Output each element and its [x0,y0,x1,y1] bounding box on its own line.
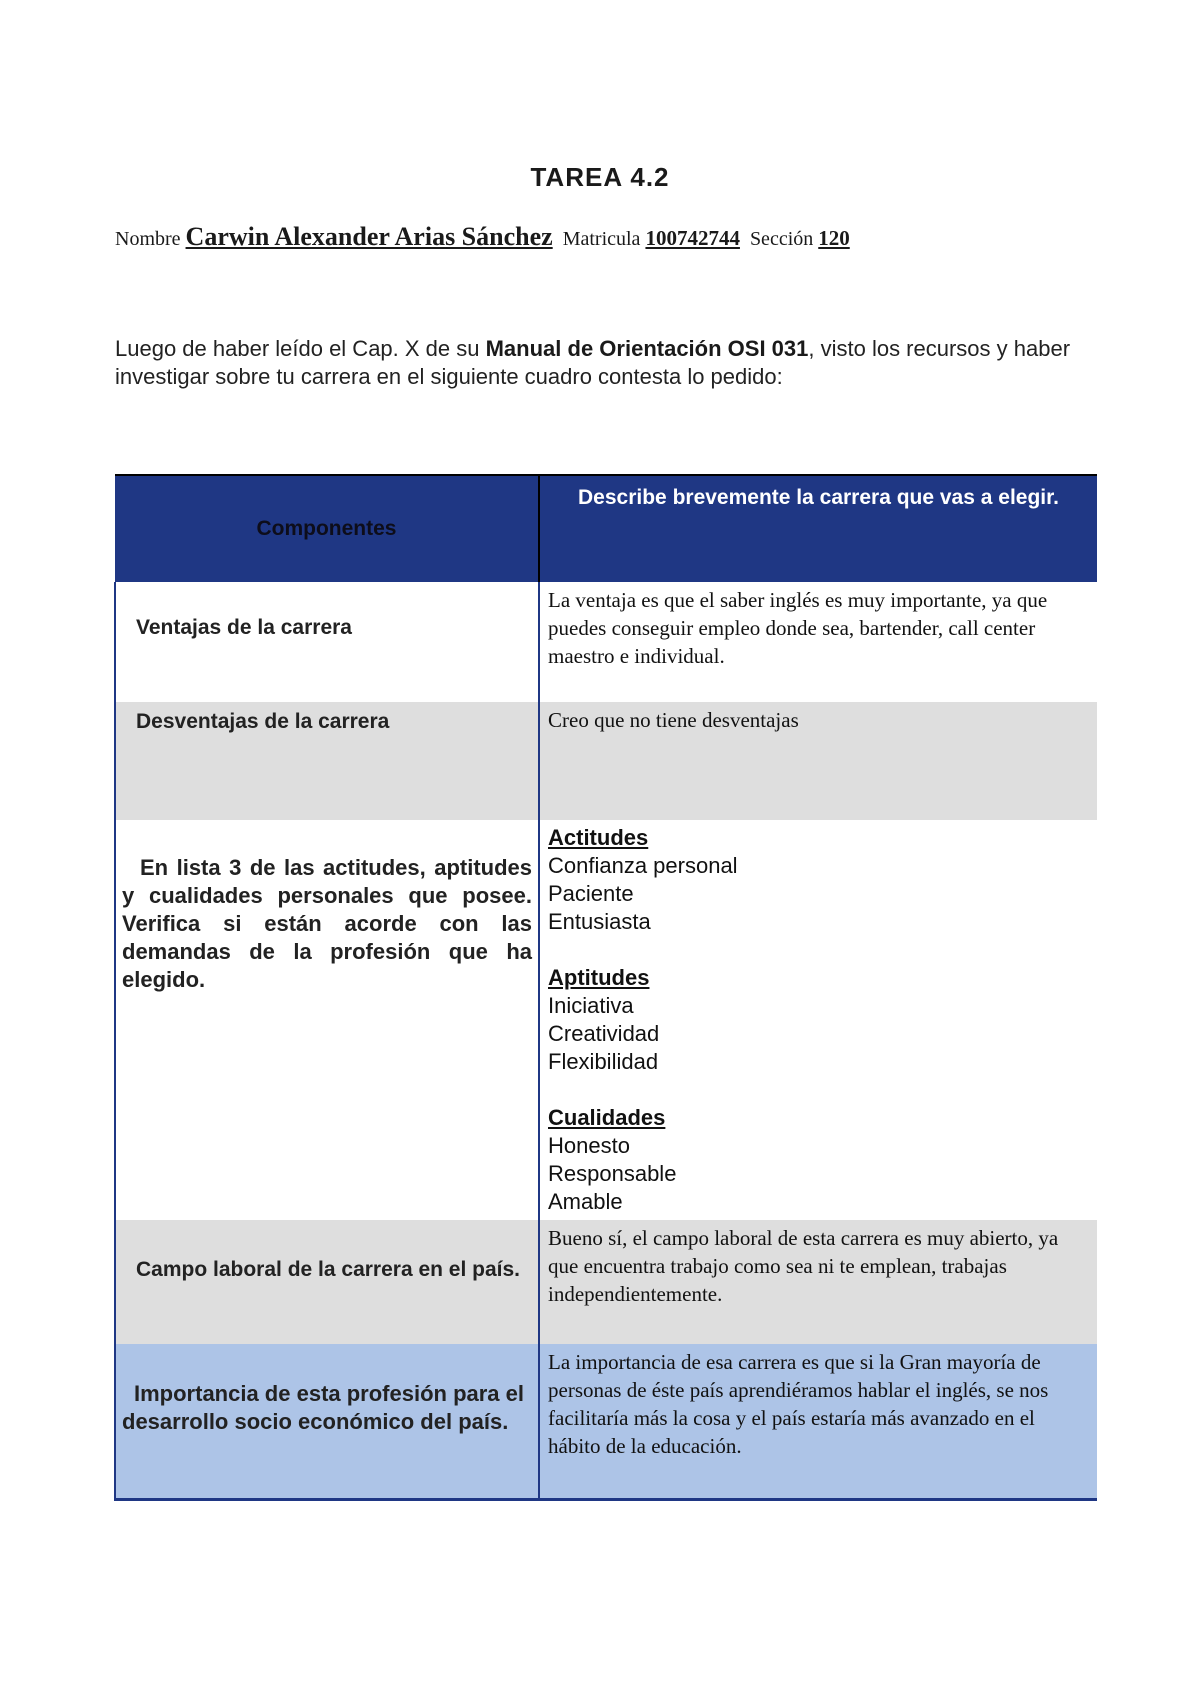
row-label-cell [115,820,539,1220]
seccion-value: 120 [818,226,850,250]
row-label: En lista 3 de las actitudes, aptitudes y cualidades personales que posee. Verifica si están acorde con las demandas de la profesión que ha elegido. [122,855,532,992]
row-text: La importancia de esa carrera es que si la Gran mayoría de personas de éste país aprendiéramos hablar el inglés, se nos facilitaría más la cosa y el país estaría más avanzado en el hábito de la educación. [548,1350,1049,1458]
list-item: Confianza personal [548,853,738,878]
row-label: Desventajas de la carrera [136,710,390,733]
header-describe: Describe brevemente la carrera que vas a elegir. [539,475,1097,582]
list-item: Iniciativa [548,993,634,1018]
matricula-label: Matricula [562,228,641,250]
list-item: Creatividad [548,1021,660,1046]
row-label-cell [115,582,539,702]
row-label: Ventajas de la carrera [136,616,352,639]
row-text: La ventaja es que el saber inglés es muy importante, ya que puedes conseguir empleo donde sea, bartender, call center maestro e individual. [548,588,1048,668]
row-list-cell [539,820,1097,1220]
table-row [115,1220,1097,1344]
row-text-cell [539,1220,1097,1344]
student-name: Carwin Alexander Arias Sánchez [185,222,553,251]
intro-text-end: , visto los recursos y haber investigar sobre tu carrera en el siguiente cuadro contesta lo pedido: [115,336,1071,389]
row-label-cell [115,702,539,820]
row-text-cell [539,582,1097,702]
actitudes-heading: Actitudes [548,825,649,850]
table-header-row [115,475,1097,582]
aptitudes-heading: Aptitudes [548,965,650,990]
row-label: Campo laboral de la carrera en el país. [136,1258,520,1281]
row-label: Importancia de esta profesión para el desarrollo socio económico del país. [122,1381,525,1434]
table-row [115,702,1097,820]
manual-title: Manual de Orientación OSI 031 [485,336,809,361]
student-info-line [115,222,850,252]
list-item: Amable [548,1189,623,1214]
row-text-cell [539,702,1097,820]
seccion-label: Sección [749,228,814,250]
list-item: Paciente [548,881,634,906]
table-row [115,582,1097,702]
header-componentes: Componentes [115,475,539,582]
table-row [115,1344,1097,1500]
row-label-cell [115,1344,539,1500]
matricula-value: 100742744 [645,226,740,250]
row-text-cell [539,1344,1097,1500]
list-item: Flexibilidad [548,1049,659,1074]
list-item: Entusiasta [548,909,651,934]
list-item: Responsable [548,1161,677,1186]
row-label-cell [115,1220,539,1344]
cualidades-heading: Cualidades [548,1105,666,1130]
table-row [115,820,1097,1220]
name-label: Nombre [115,228,181,250]
career-table [114,474,1097,1501]
row-text: Bueno sí, el campo laboral de esta carrera es muy abierto, ya que encuentra trabajo como sea ni te emplean, trabajas independientemente. [548,1226,1059,1306]
row-text: Creo que no tiene desventajas [548,708,799,732]
intro-text-start: Luego de haber leído el Cap. X de su [115,336,486,361]
page-title: TAREA 4.2 [530,162,670,192]
list-item: Honesto [548,1133,630,1158]
intro-paragraph [115,335,1105,391]
